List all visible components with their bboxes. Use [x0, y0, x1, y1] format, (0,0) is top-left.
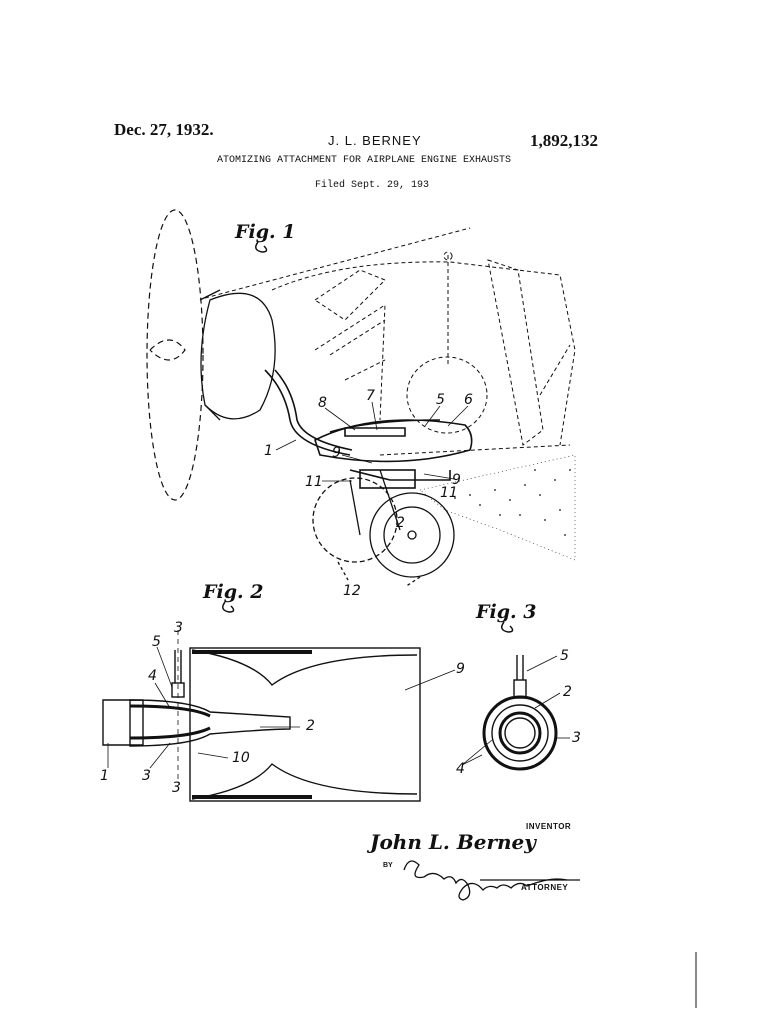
figure-3 — [456, 601, 581, 777]
fig1-ref-1: 1 — [264, 443, 273, 459]
fig2-label: Fig. 2 — [203, 581, 264, 603]
fig3-label: Fig. 3 — [476, 601, 537, 623]
fig2-ref-2: 2 — [306, 718, 315, 734]
fig2-ref-9: 9 — [456, 661, 465, 677]
inventor-signature: John L. Berney — [370, 830, 536, 854]
fig1-ref-7: 7 — [366, 388, 375, 404]
fig1-ref-5: 5 — [436, 392, 445, 408]
by-label: BY — [383, 862, 393, 869]
inventor-label: INVENTOR — [526, 822, 572, 831]
fig3-ref-5: 5 — [560, 648, 569, 664]
patent-date: Dec. 27, 1932. — [114, 120, 214, 139]
fig2-ref-4: 4 — [148, 668, 157, 684]
fig2-ref-5: 5 — [152, 634, 161, 650]
fig3-ref-3: 3 — [572, 730, 581, 746]
engine-cowling-drawing — [200, 290, 275, 420]
fig1-ref-8: 8 — [318, 395, 327, 411]
fig2-ref-10: 10 — [232, 750, 250, 766]
patent-title: ATOMIZING ATTACHMENT FOR AIRPLANE ENGINE EXHAUSTS — [217, 155, 512, 166]
propeller-drawing — [147, 210, 203, 500]
filed-date: Filed Sept. 29, 193 — [315, 180, 430, 191]
fig1-ref-11b: 11 — [440, 485, 458, 501]
attorney-label: ATTORNEY — [521, 883, 569, 892]
fig1-ref-9a: 9 — [332, 445, 341, 461]
fig2-ref-3mid: 3 — [142, 768, 151, 784]
fig1-label: Fig. 1 — [235, 221, 296, 243]
inventor-header: J. L. BERNEY — [328, 133, 422, 148]
figure-1 — [147, 210, 575, 599]
figure-2 — [100, 581, 465, 801]
fig1-ref-11a: 11 — [305, 474, 323, 490]
attorney-signature — [404, 861, 580, 900]
fig2-ref-1: 1 — [100, 768, 109, 784]
fig2-ref-3bot: 3 — [172, 780, 181, 796]
fig1-ref-12: 12 — [343, 583, 361, 599]
patent-number: 1,892,132 — [530, 131, 598, 150]
cross-section-drawing — [484, 655, 556, 769]
fig1-ref-2: 2 — [396, 515, 405, 531]
fig3-ref-2: 2 — [563, 684, 572, 700]
fig3-ref-4: 4 — [456, 761, 465, 777]
fig1-ref-9b: 9 — [452, 472, 461, 488]
fig2-ref-3top: 3 — [174, 620, 183, 636]
fig1-ref-6: 6 — [464, 392, 473, 408]
